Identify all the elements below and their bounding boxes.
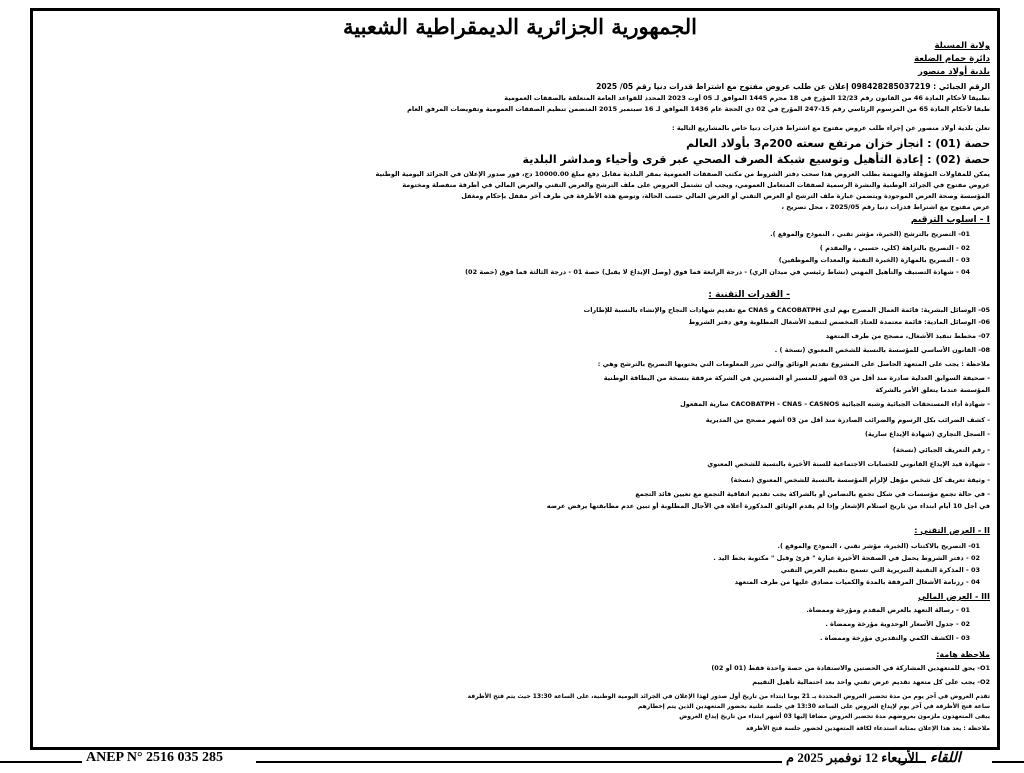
list-item: 04 - شهادة التصنيف والتأهيل المهني (نشاط رئيسي في ميدان الري) - درجة الرابعة فما فوق (وصل الإيداع لا يقبل) حصة 01 - درجة الثالثة فما فوق (حصة 02): [465, 268, 970, 276]
list-item: 01 - رسالة التعهد بالعرض المقدم ومؤرخة وممضاة.: [806, 606, 970, 614]
commune-line: بلدية أولاد منصور: [917, 67, 990, 77]
legal-line: تطبيقا لأحكام المادة 46 من القانون رقم 12/23 المؤرخ في 18 محرم 1445 الموافق لـ 05 أوت 2023 المحدد للقواعد العامة المتعلقة بالصفقات العمومية: [504, 94, 990, 102]
list-item: 05- الوسائل البشرية: قائمة العمال المصرح بهم لدى CACOBATPH و CNAS مع تقديم شهادات النجاح والإنشاء بالنسبة للإطارات: [583, 306, 990, 314]
note-line: - كشف الضرائب بكل الرسوم والضرائب الصادرة منذ أقل من 03 أشهر مصحح من المديرية: [705, 416, 990, 424]
list-item: 01- التصريح بالترشح (الخبرة، مؤشر تقني ، النموذج والموقع ).: [770, 230, 970, 238]
daira-line: دائرة حمام الضلعة: [914, 54, 990, 64]
list-item: 08- القانون الأساسي للمؤسسة بالنسبة للشخص المعنوي (نسخة ) .: [774, 346, 990, 354]
list-item: O1- يحق للمتعهدين المشاركة في الحصتين والاستفادة من حصة واحدة فقط (01 أو 02): [711, 664, 990, 672]
note-line: - رقم التعريف الجبائي (نسخة): [892, 446, 990, 454]
body-line: عرض مفتوح مع اشتراط قدرات دنيا رقم 2025/05 ، محل تصريح ،: [781, 203, 990, 211]
list-item: 04 - رزنامة الأشغال المرفقة بالمدة والكميات مصادق عليها من طرف المتعهد: [734, 578, 980, 586]
list-item: 06- الوسائل المادية: قائمة معتمدة للعتاد المخصص لتنفيذ الأشغال المطلوبة وفق دفتر الشروط: [688, 318, 990, 326]
wilaya-line: ولاية المسيلة: [934, 41, 990, 51]
publication-date: الأربعاء 12 نوفمبر 2025 م: [786, 750, 919, 765]
note-line: - وثيقة تعريف كل شخص مؤهل لإلزام المؤسسة بالنسبة للشخص المعنوي (نسخة): [730, 476, 990, 484]
lot-line: حصة (02) : إعادة التأهيل وتوسيع شبكة الصرف الصحي عبر قرى وأحياء ومداشر البلدية: [522, 153, 990, 166]
page-title: الجمهورية الجزائرية الديمقراطية الشعبية: [342, 14, 697, 39]
note-line: في أجل 10 أيام ابتداء من تاريخ استلام الإشعار وإذا لم يقدم الوثائق المذكورة أعلاه في الآجال المطلوبة أو تبين عدم مطابقتها يرفض عرضه: [546, 502, 990, 510]
list-item: 03 - التصريح بالمهارة (الخبرة التقنية والمعدات والموظفين): [778, 256, 970, 264]
body-line: عروض مفتوح في الجرائد الوطنية والنشرة الرسمية لصفقات المتعامل العمومي، ويجب أن تشتمل العروض على ملف الترشح والعرض التقني والعرض المالي في أظرفة منفصلة ومختومة: [402, 181, 990, 189]
list-item: 03 - الكشف الكمي والتقديري مؤرخة وممضاة .: [819, 634, 970, 642]
lot-line: حصة (01) : انجاز خزان مرتفع سعته 200م3 بأولاد العالم: [686, 137, 990, 150]
section-title: I - أسلوب الترقيم: [910, 215, 990, 225]
issuer-block: [914, 40, 990, 79]
body-line: المؤسسة وصحة العرض الموجودة ويتضمن عبارة ملف الترشح أو العرض التقني أو العرض المالي حسب الحالة، وتوضع هذه الأظرفة في ظرف آخر مقفل بإحكام ومغفل: [461, 192, 990, 200]
note-line: المؤسسة عندما يتعلق الأمر بالشركة: [875, 386, 990, 394]
anep-number: ANEP N° 2516 035 285: [86, 750, 224, 765]
note-line: - السجل التجاري (شهادة الإيداع سارية): [864, 430, 990, 438]
section-title: III - العرض المالي: [918, 592, 990, 601]
list-item: 02 - جدول الأسعار الوحدوية مؤرخة وممضاة .: [825, 620, 970, 628]
intro-line: تعلن بلدية أولاد منصور عن إجراء طلب عروض مفتوح مع اشتراط قدرات دنيا خاص بالمشاريع التالية :: [672, 124, 990, 132]
section-title: - القدرات التقنية :: [708, 290, 790, 300]
footer-rule: [992, 761, 1024, 763]
closing-line: يبقى المتعهدون ملزمون بعروضهم مدة تحضير العروض مضافا إليها 03 أشهر ابتداء من تاريخ إيداع العروض: [679, 713, 990, 720]
note-line: - في حالة تجمع مؤسسات في شكل تجمع بالتضامن أو بالشراكة يجب تقديم اتفاقية التجمع مع تعيين قائد التجمع: [635, 490, 990, 498]
list-item: O2- يجب على كل متعهد تقديم عرض تقني واحد بعد احتمالية تأهيل التقييم: [752, 678, 990, 686]
newspaper-logo: اللقاء: [930, 750, 961, 766]
note-line: - شهادة قيد الإيداع القانوني للحسابات الاجتماعية للسنة الأخيرة بالنسبة للشخص المعنوي: [707, 460, 990, 468]
body-line: يمكن للمقاولات المؤهلة والمهتمة بطلب العروض هذا سحب دفتر الشروط من مكتب الصفقات العمومية بمقر البلدية مقابل دفع مبلغ 10000.00 دج، فور صدور الإعلان في الجرائد اليومية الوطنية: [375, 170, 990, 178]
footer-rule: [256, 761, 782, 763]
list-item: 03 - المذكرة التقنية التبريرية التي تسمح بتقييم العرض التقني: [780, 566, 980, 574]
closing-line: تقدم العروض في آخر يوم من مدة تحضير العروض المحددة بـ 21 يوما ابتداء من تاريخ أول صدور لهذا الإعلان في الجرائد اليومية الوطنية، على الساعة 13:30 حيث يتم فتح الأظرفة: [467, 693, 990, 700]
note-line: ملاحظة : يجب على المتعهد الحاصل على المشروع تقديم الوثائق والتي تبرر المعلومات التي يحتويها التصريح بالترشح وهي :: [597, 360, 990, 368]
footer-rule: [898, 761, 926, 763]
nif-line: الرقم الجبائي : 098428285037219 إعلان عن طلب عروض مفتوح مع اشتراط قدرات دنيا رقم 05/ 2025: [596, 82, 990, 91]
section-title: II - العرض التقني :: [914, 526, 990, 535]
legal-line: طبقا لأحكام المادة 65 من المرسوم الرئاسي رقم 15-247 المؤرخ في 02 ذي الحجة عام 1436 الموافق لـ 16 سبتمبر 2015 المتضمن تنظيم الصفقات العمومية وتفويضات المرفق العام: [407, 105, 990, 113]
note-line: - شهادة أداء المستحقات الجبائية وشبه الجبائية CACOBATPH - CNAS - CASNOS سارية المفعول: [680, 400, 990, 408]
footer-rule: [0, 761, 82, 763]
section-title: ملاحظة هامة:: [936, 650, 990, 659]
list-item: 07- مخطط تنفيذ الأشغال، مصحح من طرف المتعهد: [825, 332, 990, 340]
page-footer: [0, 750, 1024, 770]
list-item: 01- التصريح بالاكتتاب (الخبرة، مؤشر تقني ، النموذج والموقع ).: [777, 542, 980, 550]
note-line: - صحيفة السوابق العدلية صادرة منذ أقل من 03 أشهر للمسير أو المسيرين في الشركة مرفقة بنسخة من البطاقة الوطنية: [603, 374, 990, 382]
closing-line: ملاحظة : يعد هذا الإعلان بمثابة استدعاء لكافة المتعهدين لحضور جلسة فتح الأظرفة: [745, 725, 990, 732]
announcement-document: [50, 12, 990, 742]
list-item: 02 - التصريح بالنزاهة (كلي، حسبي ، والمقدم ): [819, 244, 970, 252]
list-item: 02 - دفتر الشروط يحمل في الصفحة الأخيرة عبارة " قرئ وقبل " مكتوبة بخط اليد .: [713, 554, 980, 562]
closing-line: ساعة فتح الأظرفة في آخر يوم لإيداع العروض على الساعة 13:30 في جلسة علنية بحضور المتعهدين الذين يتم إخطارهم: [637, 703, 990, 710]
